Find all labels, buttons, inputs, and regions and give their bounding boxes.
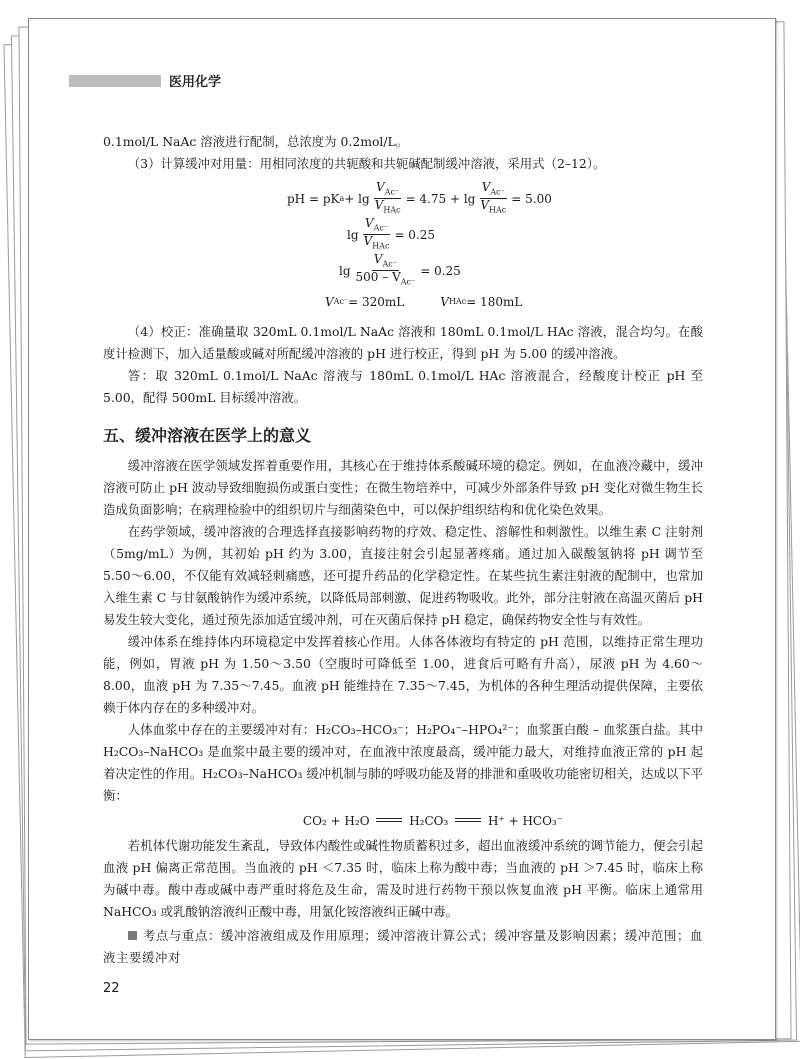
equilibrium-arrow-icon	[455, 818, 481, 822]
formula-line-3: lg $\frac{V_{Ac^-}}{500 - V_{Ac^-}}$ = 0.25	[339, 252, 461, 287]
formula-block	[103, 181, 703, 317]
running-header: 医用化学	[169, 75, 222, 90]
formula-line-2: lg $\frac{V_{Ac^-}}{V_{HAc}}$ = 0.25	[347, 216, 436, 251]
answer: 答：取 320mL 0.1mol/L NaAc 溶液与 180mL 0.1mol/L HAc 溶液混合，经酸度计校正 pH 至 5.00，配得 500mL 目标缓冲溶液。	[103, 368, 703, 405]
step-4: （4）校正：准确量取 320mL 0.1mol/L NaAc 溶液和 180mL 0.1mol/L HAc 溶液，混合均匀。在酸度计检测下，加入适量酸或碱对所配缓冲溶液的 pH 进行校正，得到 pH 为 5.00 的缓冲溶液。	[103, 324, 703, 361]
book-page	[28, 18, 776, 1040]
header-bar	[69, 75, 161, 87]
paragraph-5: 若机体代谢功能发生紊乱，导致体内酸性或碱性物质蓄积过多，超出血液缓冲系统的调节能力，便会引起血液 pH 偏离正常范围。当血液的 pH ＜7.35 时，临床上称为酸中毒；当血液的 pH ＞7.45 时，临床上称为碱中毒。酸中毒或碱中毒严重时将危及生命，需及时进行药物干预以恢复血液 pH 平衡。临床上通常用 NaHCO₃ 或乳酸钠溶液纠正酸中毒，用氯化铵溶液纠正碱中毒。	[103, 838, 703, 919]
paragraph-4: 人体血浆中存在的主要缓冲对有：H₂CO₃–HCO₃⁻；H₂PO₄⁻–HPO₄²⁻；血浆蛋白酸 – 血浆蛋白盐。其中 H₂CO₃–NaHCO₃ 是血浆中最主要的缓冲对，在血液中浓度最高，缓冲能力最大，对维持血液正常的 pH 起着决定性的作用。H₂CO₃–NaHCO₃ 缓冲机制与肺的呼吸功能及肾的排泄和重吸收功能密切相关，达成以下平衡：	[103, 722, 703, 803]
square-bullet-icon	[128, 931, 137, 940]
paragraph-intro-tail: 0.1mol/L NaAc 溶液进行配制，总浓度为 0.2mol/L。	[103, 134, 409, 149]
formula-line-4: V Ac⁻ = 320mL V HAc = 180mL	[325, 295, 523, 309]
paragraph-3: 缓冲体系在维持体内环境稳定中发挥着核心作用。人体各体液均有特定的 pH 范围，以维持正常生理功能，例如，胃液 pH 为 1.50～3.50（空腹时可降低至 1.00，进食后可略有升高），尿液 pH 为 4.60～8.00，血液 pH 为 7.35～7.45。血液 pH 能维持在 7.35～7.45，为机体的各种生理活动提供保障，主要依赖于体内存在的多种缓冲对。	[103, 634, 703, 715]
keypoints: 考点与重点：缓冲溶液组成及作用原理；缓冲溶液计算公式；缓冲容量及影响因素；缓冲范围；血液主要缓冲对	[103, 928, 703, 965]
paragraph-1: 缓冲溶液在医学领域发挥着重要作用，其核心在于维持体系酸碱环境的稳定。例如，在血液冷藏中，缓冲溶液可防止 pH 波动导致细胞损伤或蛋白变性；在微生物培养中，可减少外部条件导致 pH 变化对微生物生长造成负面影响；在病理检验中的组织切片与细菌染色中，可以保护组织结构和优化染色效果。	[103, 458, 703, 517]
paragraph-2: 在药学领域，缓冲溶液的合理选择直接影响药物的疗效、稳定性、溶解性和刺激性。以维生素 C 注射剂（5mg/mL）为例，其初始 pH 约为 3.00，直接注射会引起显著疼痛。通过加入碳酸氢钠将 pH 调节至 5.50～6.00，不仅能有效减轻刺痛感，还可提升药品的化学稳定性。在某些抗生素注射液的配制中，也常加入维生素 C 与甘氨酸钠作为缓冲系统，以降低局部刺激、促进药物吸收。此外，部分注射液在高温灭菌后 pH 易发生较大变化，通过预先添加适宜缓冲剂，可在灭菌后保持 pH 稳定，确保药物安全性与有效性。	[103, 524, 703, 627]
page-content	[103, 131, 703, 969]
section-heading: 五、缓冲溶液在医学上的意义	[103, 426, 312, 445]
page-number: 22	[103, 981, 120, 996]
equilibrium-arrow-icon	[376, 818, 402, 822]
equilibrium-equation: CO₂ + H₂O H₂CO₃ H⁺ + HCO₃⁻	[302, 814, 564, 828]
formula-line-1: pH = pK a + lg $\frac{V_{Ac^-}}{V_{HAc}}$ = 4.75 + lg $\frac{V_{Ac^-}}{V_{HAc}}$ = 5.00	[287, 180, 552, 215]
step-3: （3）计算缓冲对用量：用相同浓度的共轭酸和共轭碱配制缓冲溶液，采用式（2–12）。	[127, 156, 606, 171]
